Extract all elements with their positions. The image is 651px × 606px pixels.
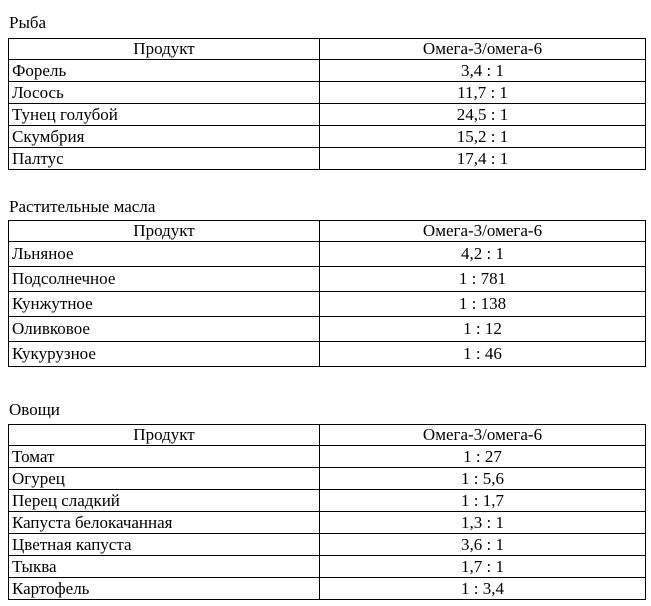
column-header-product: Продукт bbox=[9, 425, 320, 446]
table-row bbox=[9, 446, 646, 468]
column-header-product: Продукт bbox=[9, 221, 320, 242]
table-row bbox=[9, 534, 646, 556]
product-cell: Огурец bbox=[9, 468, 320, 490]
product-cell: Льняное bbox=[9, 242, 320, 267]
table-header-row bbox=[9, 39, 646, 60]
section-title-oils: Растительные масла bbox=[9, 197, 156, 216]
ratio-cell: 1 : 138 bbox=[320, 292, 646, 317]
vegetables-table bbox=[8, 424, 646, 600]
table-row bbox=[9, 317, 646, 342]
product-cell: Кунжутное bbox=[9, 292, 320, 317]
table-header-row bbox=[9, 425, 646, 446]
product-cell: Форель bbox=[9, 60, 320, 82]
table-row bbox=[9, 242, 646, 267]
table-row bbox=[9, 60, 646, 82]
table-row bbox=[9, 342, 646, 367]
table-row bbox=[9, 148, 646, 170]
table-row bbox=[9, 104, 646, 126]
table-row bbox=[9, 468, 646, 490]
column-header-ratio: Омега-3/омега-6 bbox=[320, 39, 646, 60]
fish-table bbox=[8, 38, 646, 170]
product-cell: Томат bbox=[9, 446, 320, 468]
ratio-cell: 1 : 781 bbox=[320, 267, 646, 292]
table-row bbox=[9, 490, 646, 512]
product-cell: Палтус bbox=[9, 148, 320, 170]
ratio-cell: 1 : 46 bbox=[320, 342, 646, 367]
ratio-cell: 15,2 : 1 bbox=[320, 126, 646, 148]
ratio-cell: 1 : 12 bbox=[320, 317, 646, 342]
table-row bbox=[9, 292, 646, 317]
ratio-cell: 3,6 : 1 bbox=[320, 534, 646, 556]
table-row bbox=[9, 578, 646, 600]
table-row bbox=[9, 267, 646, 292]
product-cell: Цветная капуста bbox=[9, 534, 320, 556]
ratio-cell: 4,2 : 1 bbox=[320, 242, 646, 267]
table-row bbox=[9, 512, 646, 534]
column-header-ratio: Омега-3/омега-6 bbox=[320, 221, 646, 242]
ratio-cell: 1,3 : 1 bbox=[320, 512, 646, 534]
table-header-row bbox=[9, 221, 646, 242]
product-cell: Перец сладкий bbox=[9, 490, 320, 512]
product-cell: Оливковое bbox=[9, 317, 320, 342]
ratio-cell: 1 : 5,6 bbox=[320, 468, 646, 490]
table-row bbox=[9, 82, 646, 104]
column-header-product: Продукт bbox=[9, 39, 320, 60]
ratio-cell: 3,4 : 1 bbox=[320, 60, 646, 82]
ratio-cell: 1 : 1,7 bbox=[320, 490, 646, 512]
ratio-cell: 17,4 : 1 bbox=[320, 148, 646, 170]
product-cell: Капуста белокачанная bbox=[9, 512, 320, 534]
ratio-cell: 1,7 : 1 bbox=[320, 556, 646, 578]
product-cell: Картофель bbox=[9, 578, 320, 600]
product-cell: Тыква bbox=[9, 556, 320, 578]
table-row bbox=[9, 556, 646, 578]
column-header-ratio: Омега-3/омега-6 bbox=[320, 425, 646, 446]
product-cell: Подсолнечное bbox=[9, 267, 320, 292]
ratio-cell: 24,5 : 1 bbox=[320, 104, 646, 126]
ratio-cell: 1 : 27 bbox=[320, 446, 646, 468]
table-row bbox=[9, 126, 646, 148]
section-title-fish: Рыба bbox=[9, 13, 47, 32]
ratio-cell: 11,7 : 1 bbox=[320, 82, 646, 104]
ratio-cell: 1 : 3,4 bbox=[320, 578, 646, 600]
section-title-vegetables: Овощи bbox=[9, 400, 60, 419]
product-cell: Тунец голубой bbox=[9, 104, 320, 126]
product-cell: Скумбрия bbox=[9, 126, 320, 148]
product-cell: Лосось bbox=[9, 82, 320, 104]
product-cell: Кукурузное bbox=[9, 342, 320, 367]
oils-table bbox=[8, 220, 646, 367]
